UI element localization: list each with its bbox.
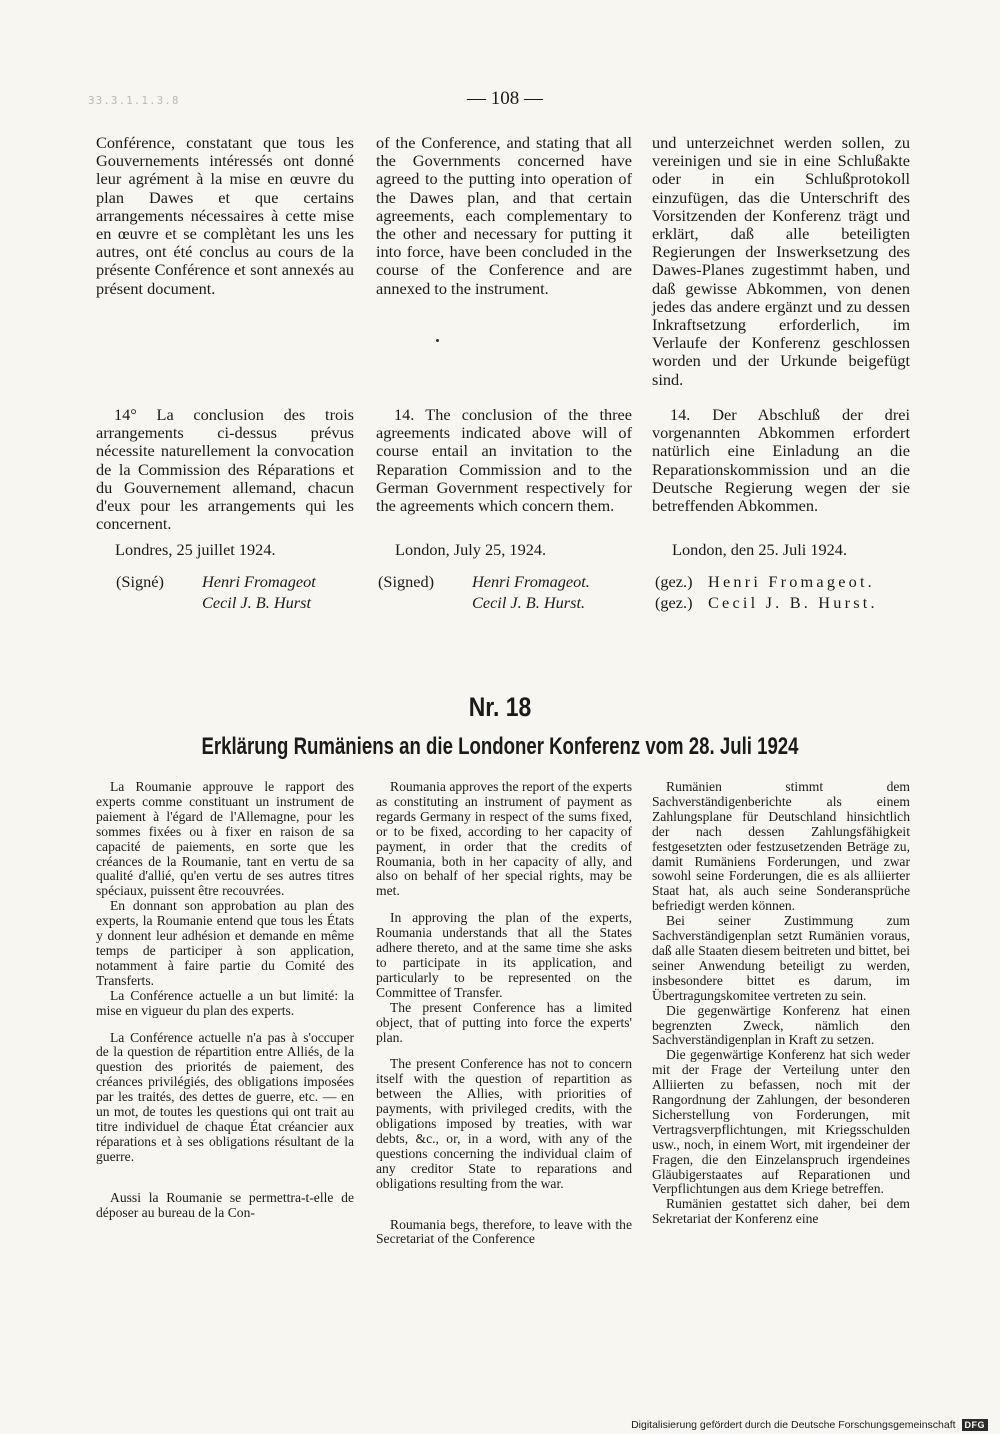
declaration-german bbox=[652, 780, 910, 1227]
section13-german bbox=[652, 134, 910, 389]
section14-german-text: 14. Der Abschluß der drei vorgenannten Abkommen erfordert natürlich eine Einladung an die Reparationskommission und an die Deutsche Regierung wegen der sie betreffenden Abkommen. bbox=[652, 405, 910, 516]
section13-french-text: Conférence, constatant que tous les Gouvernements intéressés ont donné leur agrément à la mise en œuvre du plan Dawes et que certains arrangements nécessaires à cette mise en œuvre et se complètant les uns les autres, ont été conclus au cours de la présente Conférence et sont annexés au présent document. bbox=[96, 133, 354, 298]
declaration-english-paragraph: The present Conference has not to concern itself with the question of repartition as between the Allies, with priorities of payments, with privileged credits, with the obligations imposed by treaties, with war debts, &c., or, in a word, with any of the questions concerning the individual claim of any creditor State to reparations and obligations resulting from the war. bbox=[376, 1056, 632, 1191]
signature-english-label: (Signed) bbox=[378, 572, 435, 591]
declaration-german-paragraph: Bei seiner Zustimmung zum Sachverständigenplan setzt Rumänien voraus, daß alle Staaten diesem beitreten und bittet, bei seiner Anwendung beteiligt zu werden, insbesondere bittet es darum, im Übertragungskomitee vertreten zu sein. bbox=[652, 913, 910, 1003]
declaration-german-paragraph: Rumänien stimmt dem Sachverständigenberichte als einem Zahlungsplane für Deutschland hinsichtlich der nach dessen Zahlungsfähigkeit festgesetzten oder festzusetzenden Beträge zu, damit Rumäniens Forderungen, und zwar sowohl seine Forderungen, die es als alliierter Staat hat, als auch seine Sonderansprüche befriedigt werden können. bbox=[652, 779, 910, 914]
date-german: London, den 25. Juli 1924. bbox=[672, 540, 848, 559]
declaration-english bbox=[376, 780, 632, 1247]
signature-german-label2: (gez.) bbox=[655, 593, 693, 612]
archive-stamp: 33.3.1.1.3.8 bbox=[88, 94, 180, 107]
signature-german-name1: Henri Fromageot. bbox=[708, 572, 875, 591]
dfg-logo: DFG bbox=[962, 1419, 989, 1431]
digitization-credit-text: Digitalisierung gefördert durch die Deutsche Forschungsgemeinschaft bbox=[631, 1419, 956, 1431]
section14-french bbox=[96, 406, 354, 533]
section13-english-text: of the Conference, and stating that all the Governments concerned have agreed to the putting into operation of the Dawes plan, and that certain agreements, each complementary to the other and necessary for putting it into force, have been concluded in the course of the Conference and are annexed to the instrument. bbox=[376, 133, 632, 298]
declaration-french-paragraph: La Conférence actuelle a un but limité: la mise en vigueur du plan des experts. bbox=[96, 987, 354, 1018]
declaration-french bbox=[96, 780, 354, 1220]
page-number: — 108 — bbox=[467, 88, 543, 109]
declaration-french-paragraph: En donnant son approbation au plan des experts, la Roumanie entend que tous les États y donnent leur adhésion et demande en même temps de participer à son application, notamment à faire partie du Comité des Transferts. bbox=[96, 898, 354, 988]
section13-english bbox=[376, 134, 632, 298]
date-english: London, July 25, 1924. bbox=[395, 540, 547, 559]
declaration-english-paragraph: In approving the plan of the experts, Roumania understands that all the States adhere thereto, and at the same time she asks to participate in its application, and particularly to be represented on the Committee of Transfer. bbox=[376, 910, 632, 1000]
declaration-english-paragraph: Roumania begs, therefore, to leave with the Secretariat of the Conference bbox=[376, 1216, 632, 1247]
declaration-french-paragraph: La Roumanie approuve le rapport des experts comme constituant un instrument de paiement à l'égard de l'Allemagne, pour les sommes fixées ou à fixer en raison de sa capacité de paiements, en sorte que les créances de la Roumanie, tant en vertu de sa qualité d'allié, qu'en vertu de ses autres titres spéciaux, puissent être recouvrées. bbox=[96, 779, 354, 899]
section13-german-text: und unterzeichnet werden sollen, zu vereinigen und sie in eine Schlußakte oder in ein Schlußprotokoll einzufügen, das die Unterschrift des Vorsitzenden der Konferenz trägt und erklärt, daß alle beteiligten Regierungen der Inswerksetzung des Dawes-Planes zugestimmt haben, und daß gewisse Abkommen, von denen jedes das andere ergänzt und zu dessen Inkraftsetzung erforderlich, im Verlaufe der Konferenz geschlossen worden und der Urkunde beigefügt sind. bbox=[652, 133, 910, 389]
declaration-german-paragraph: Die gegenwärtige Konferenz hat sich weder mit der Frage der Verteilung unter den Alliierten zu befassen, noch mit der Rangordnung der Zahlungen, der besonderen Sicherstellung von Forderungen, mit Vertragsverpflichtungen, mit Kriegsschulden usw., noch, in einem Wort, mit irgendeiner der Fragen, die den Einzelanspruch irgendeines Gläubigerstaates auf Reparationen und Verpflichtungen aus dem Kriege betreffen. bbox=[652, 1047, 910, 1197]
signature-english-name2: Cecil J. B. Hurst. bbox=[472, 593, 586, 612]
declaration-french-paragraph: La Conférence actuelle n'a pas à s'occuper de la question de répartition entre Alliés, de la question des priorités de paiement, des créances privilégiés, des obligations imposées par les traités, des dettes de guerre, etc. — en un mot, de toutes les questions qui ont trait au titre individuel de chaque État créancier aux réparations et à ses obligations résultant de la guerre. bbox=[96, 1029, 354, 1164]
section14-french-text: 14° La conclusion des trois arrangements ci-dessus prévus nécessite naturellement la convocation de la Commission des Réparations et du Gouvernement allemand, chacun d'eux pour les arrangements qui les concernent. bbox=[96, 405, 354, 534]
digitization-credit bbox=[631, 1419, 988, 1431]
document-number: Nr. 18 bbox=[468, 692, 532, 722]
signature-french-name2: Cecil J. B. Hurst bbox=[202, 593, 311, 612]
declaration-english-paragraph: The present Conference has a limited object, that of putting into force the experts' plan. bbox=[376, 999, 632, 1045]
document-title: Erklärung Rumäniens an die Londoner Konferenz vom 28. Juli 1924 bbox=[201, 733, 799, 760]
declaration-german-paragraph: Rumänien gestattet sich daher, bei dem Sekretariat der Konferenz eine bbox=[652, 1196, 910, 1227]
signature-german-label1: (gez.) bbox=[655, 572, 693, 591]
signature-german-name2: Cecil J. B. Hurst. bbox=[708, 593, 878, 612]
ink-dot bbox=[436, 339, 439, 342]
signature-english-name1: Henri Fromageot. bbox=[472, 572, 590, 591]
section14-german bbox=[652, 406, 910, 515]
declaration-french-paragraph: Aussi la Roumanie se permettra-t-elle de déposer au bureau de la Con- bbox=[96, 1189, 354, 1220]
signature-french-label: (Signé) bbox=[116, 572, 164, 591]
declaration-english-paragraph: Roumania approves the report of the experts as constituting an instrument of payment as regards Germany in respect of the sums fixed, or to be fixed, according to her capacity of payment, in order that the credits of Roumania, both in her capacity of ally, and also on behalf of her special rights, may be met. bbox=[376, 779, 632, 899]
section14-english bbox=[376, 406, 632, 515]
date-french: Londres, 25 juillet 1924. bbox=[115, 540, 276, 559]
declaration-german-paragraph: Die gegenwärtige Konferenz hat einen begrenzten Zweck, nämlich den Sachverständigenplan in Kraft zu setzen. bbox=[652, 1002, 910, 1048]
section14-english-text: 14. The conclusion of the three agreements indicated above will of course entail an invitation to the Reparation Commission and to the German Government respectively for the agreements which concern them. bbox=[376, 405, 632, 516]
section13-french bbox=[96, 134, 354, 298]
signature-french-name1: Henri Fromageot bbox=[202, 572, 316, 591]
